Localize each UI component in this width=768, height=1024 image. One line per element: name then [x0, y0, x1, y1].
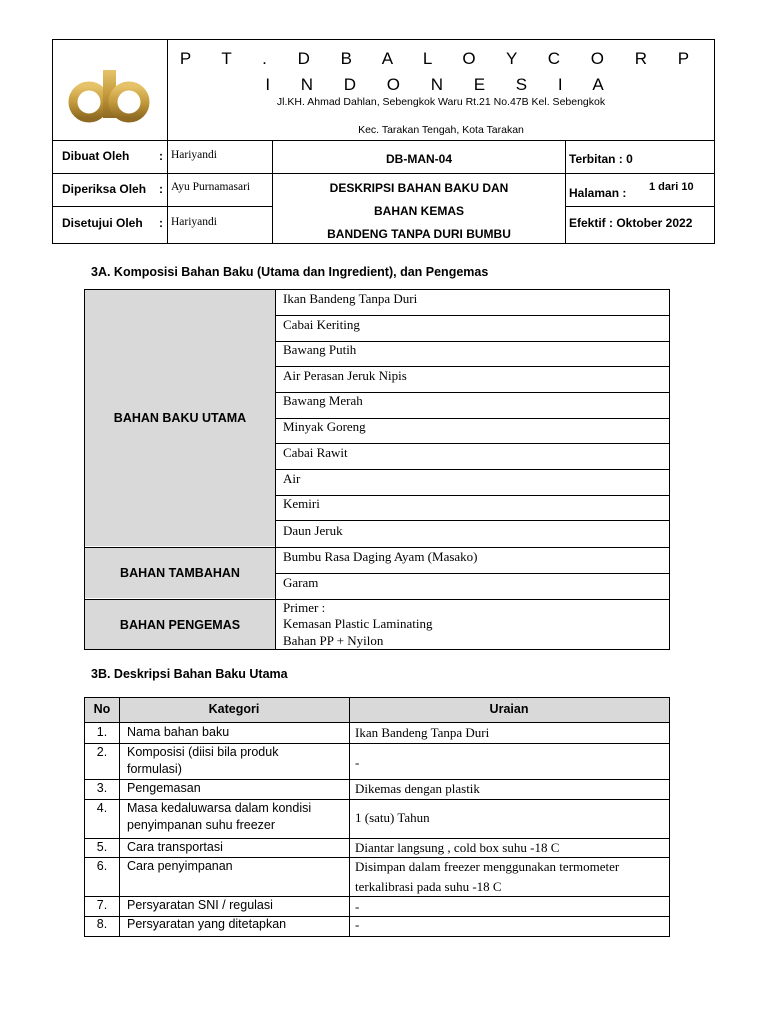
address-line-2: Kec. Tarakan Tengah, Kota Tarakan [358, 124, 524, 136]
document-title-line-3: BANDENG TANPA DURI BUMBU [327, 227, 511, 241]
row-kategori: Masa kedaluwarsa dalam kondisi penyimpanan suhu freezer [127, 801, 312, 832]
diperiksa-value: Ayu Purnamasari [171, 181, 251, 193]
row-kategori: Nama bahan baku [127, 725, 230, 739]
document-code: DB-MAN-04 [386, 152, 452, 166]
row-no: 2. [96, 745, 108, 759]
address-line-1: Jl.KH. Ahmad Dahlan, Sebengkok Waru Rt.21 No.47B Kel. Sebengkok [276, 96, 606, 108]
row-uraian: - [355, 899, 360, 914]
column-header-uraian: Uraian [489, 702, 529, 716]
row-uraian: Disimpan dalam freezer menggunakan termometer terkalibrasi pada suhu -18 C [355, 859, 620, 894]
diperiksa-label: Diperiksa Oleh [62, 182, 147, 196]
composition-table [84, 289, 670, 650]
bahan-tambahan-cell [85, 548, 275, 598]
row-uraian: 1 (satu) Tahun [355, 810, 430, 825]
bahan-utama-item: Air [283, 471, 301, 486]
bahan-baku-utama-cell [85, 290, 275, 546]
bahan-baku-utama-label: BAHAN BAKU UTAMA [113, 411, 247, 425]
bahan-utama-item: Cabai Keriting [283, 317, 360, 332]
row-kategori: Cara transportasi [127, 840, 223, 854]
bahan-utama-item: Kemiri [283, 496, 320, 511]
halaman-label: Halaman : [569, 186, 627, 200]
column-header-no: No [93, 702, 111, 716]
row-uraian: Ikan Bandeng Tanpa Duri [355, 725, 490, 740]
bahan-pengemas-line: Kemasan Plastic Laminating [283, 616, 433, 631]
document-title-line-1: DESKRIPSI BAHAN BAKU DAN [329, 181, 509, 195]
row-no: 5. [96, 840, 108, 854]
row-no: 1. [96, 725, 108, 739]
row-no: 8. [96, 917, 108, 931]
diperiksa-colon: : [159, 182, 163, 196]
bahan-tambahan-label: BAHAN TAMBAHAN [120, 566, 240, 580]
efektif: Efektif : Oktober 2022 [569, 216, 693, 230]
bahan-utama-item: Bawang Merah [283, 393, 363, 408]
company-logo-icon [65, 64, 153, 124]
bahan-utama-item: Ikan Bandeng Tanpa Duri [283, 291, 418, 306]
bahan-pengemas-line: Primer : [283, 600, 326, 615]
row-kategori: Cara penyimpanan [127, 859, 233, 873]
bahan-utama-item: Cabai Rawit [283, 445, 348, 460]
row-no: 6. [96, 859, 108, 873]
bahan-utama-item: Daun Jeruk [283, 523, 343, 538]
dibuat-label: Dibuat Oleh [62, 149, 130, 163]
disetujui-colon: : [159, 216, 163, 230]
description-table [84, 697, 670, 937]
row-uraian: - [355, 755, 360, 770]
dibuat-value: Hariyandi [171, 149, 217, 161]
terbitan: Terbitan : 0 [569, 152, 633, 166]
bahan-utama-item: Bawang Putih [283, 342, 357, 357]
bahan-pengemas-cell [85, 600, 275, 649]
row-kategori: Pengemasan [127, 781, 201, 795]
bahan-pengemas-line: Bahan PP + Nyilon [283, 633, 384, 648]
disetujui-value: Hariyandi [171, 216, 217, 228]
dibuat-colon: : [159, 149, 163, 163]
document-header [52, 39, 715, 244]
company-name: P T . D B A L O Y C O R P [179, 49, 703, 68]
bahan-pengemas-label: BAHAN PENGEMAS [119, 617, 241, 632]
bahan-utama-item: Air Perasan Jeruk Nipis [283, 368, 407, 383]
row-kategori: Persyaratan SNI / regulasi [127, 898, 273, 912]
row-uraian: Dikemas dengan plastik [355, 781, 480, 796]
row-no: 3. [96, 781, 108, 795]
row-uraian: Diantar langsung , cold box suhu -18 C [355, 840, 560, 855]
section-3a-title: 3A. Komposisi Bahan Baku (Utama dan Ingredient), dan Pengemas [91, 265, 489, 279]
row-kategori: Komposisi (diisi bila produk formulasi) [127, 745, 279, 776]
bahan-tambahan-item: Garam [283, 575, 319, 590]
row-no: 7. [96, 898, 108, 912]
section-3b-title: 3B. Deskripsi Bahan Baku Utama [91, 667, 288, 681]
halaman-value: 1 dari 10 [649, 181, 694, 193]
row-uraian: - [355, 917, 360, 932]
column-header-kategori: Kategori [208, 702, 260, 716]
disetujui-label: Disetujui Oleh [62, 216, 143, 230]
row-kategori: Persyaratan yang ditetapkan [127, 917, 287, 931]
document-title-line-2: BAHAN KEMAS [374, 204, 464, 218]
bahan-utama-item: Minyak Goreng [283, 419, 366, 434]
company-country: I N D O N E S I A [265, 75, 617, 94]
row-no: 4. [96, 801, 108, 815]
bahan-tambahan-item: Bumbu Rasa Daging Ayam (Masako) [283, 549, 478, 564]
